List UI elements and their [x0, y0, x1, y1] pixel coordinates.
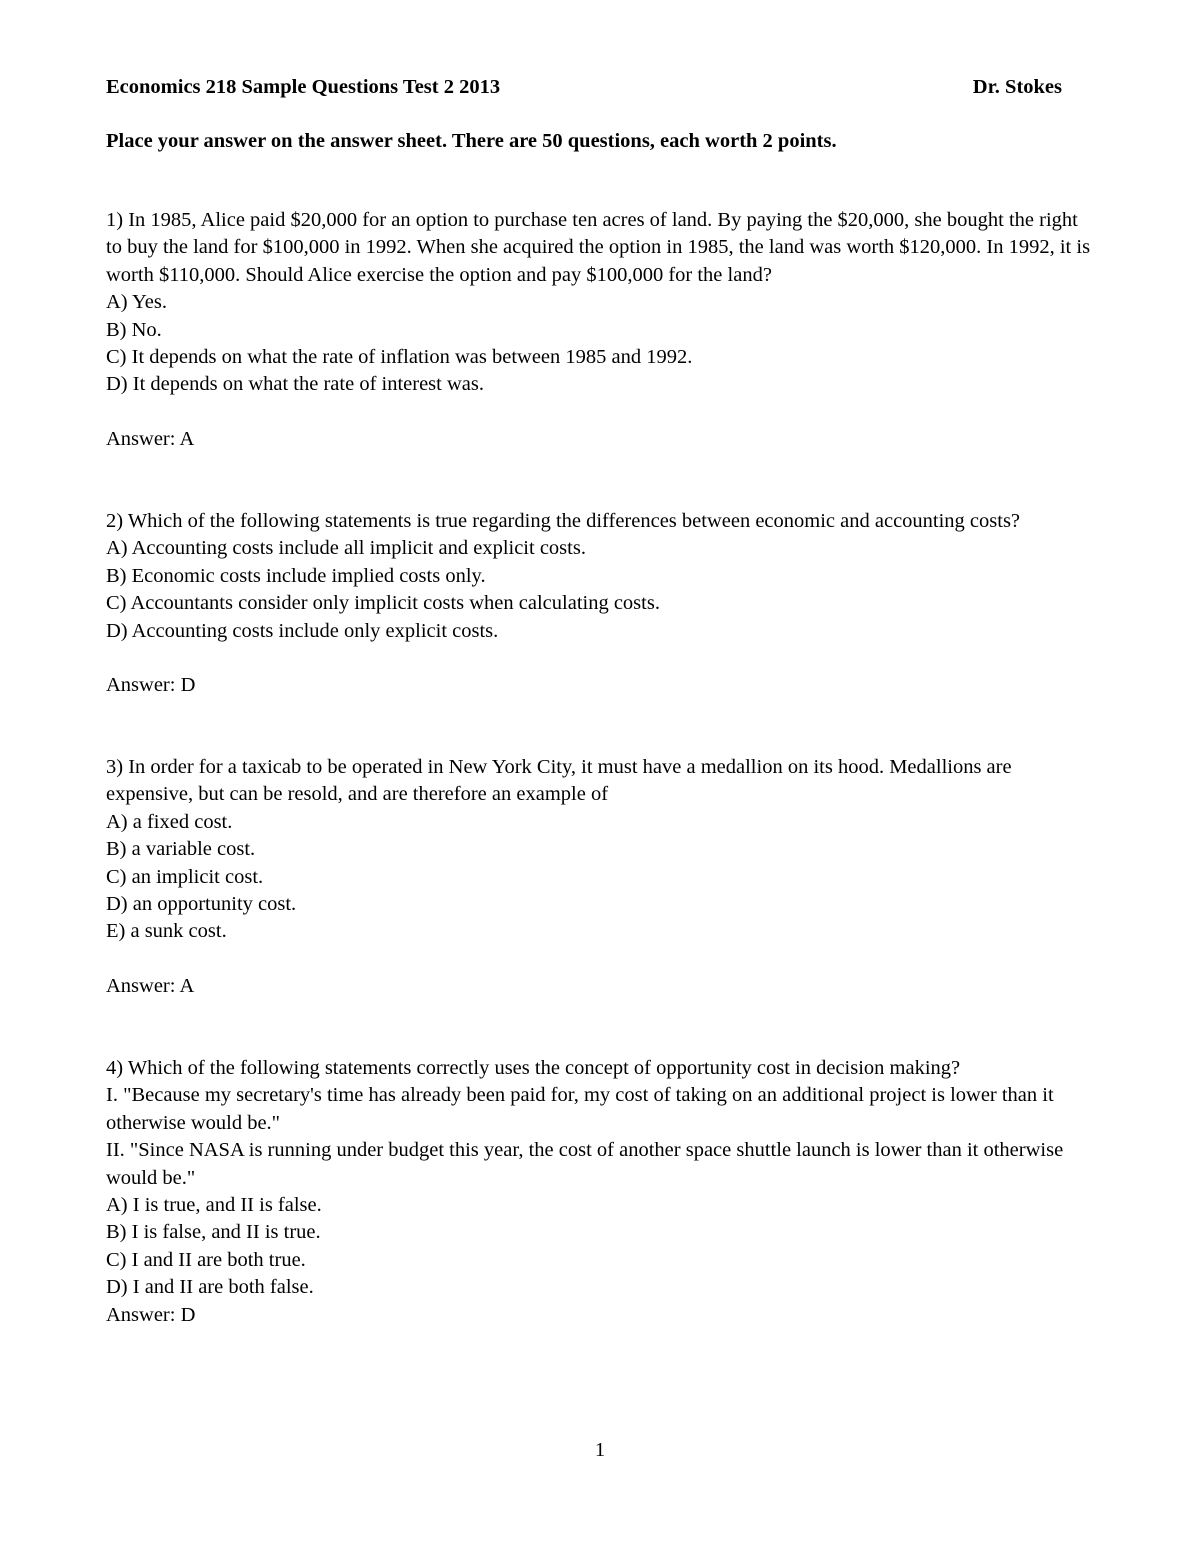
document-title: Economics 218 Sample Questions Test 2 2013 [106, 76, 501, 98]
answer-option: C) It depends on what the rate of inflation was between 1985 and 1992. [106, 346, 693, 369]
answer-key: Answer: A [106, 975, 195, 998]
answer-option: D) an opportunity cost. [106, 893, 297, 916]
answer-option: C) Accountants consider only implicit costs when calculating costs. [106, 592, 660, 615]
answer-option: A) Accounting costs include all implicit and explicit costs. [106, 537, 586, 560]
question-text: 3) In order for a taxicab to be operated in New York City, it must have a medallion on its hood. Medallions are expensive, but can be resold, and are therefore an example of [106, 756, 1012, 806]
answer-key: Answer: A [106, 428, 195, 451]
question-text: 2) Which of the following statements is true regarding the differences between economic and accounting costs? [106, 510, 1021, 532]
answer-option: B) No. [106, 318, 162, 341]
answer-option: C) an implicit cost. [106, 865, 264, 888]
page-number: 1 [594, 1439, 606, 1461]
answer-key: Answer: D [106, 674, 196, 697]
instructions: Place your answer on the answer sheet. There are 50 questions, each worth 2 points. [106, 130, 837, 152]
answer-option: D) I and II are both false. [106, 1276, 314, 1299]
answer-option: B) Economic costs include implied costs only. [106, 564, 486, 587]
question-statement: I. "Because my secretary's time has already been paid for, my cost of taking on an additional project is lower than it otherwise would be." [106, 1084, 1054, 1134]
answer-option: D) It depends on what the rate of interest was. [106, 373, 484, 396]
answer-option: B) I is false, and II is true. [106, 1221, 321, 1244]
question-4 [106, 1055, 1096, 1329]
answer-option: E) a sunk cost. [106, 920, 227, 943]
question-2 [106, 508, 1096, 700]
question-text: 4) Which of the following statements correctly uses the concept of opportunity cost in decision making? [106, 1057, 961, 1079]
question-text: 1) In 1985, Alice paid $20,000 for an option to purchase ten acres of land. By paying the $20,000, she bought the right to buy the land for $100,000 in 1992. When she acquired the option in 1985, the land was worth $120,000. In 1992, it is worth $110,000. Should Alice exercise the option and pay $100,000 for the land? [106, 209, 1091, 286]
question-1 [106, 207, 1096, 454]
answer-option: B) a variable cost. [106, 838, 256, 861]
answer-key: Answer: D [106, 1303, 196, 1326]
question-statement: II. "Since NASA is running under budget this year, the cost of another space shuttle launch is lower than it otherwise would be." [106, 1139, 1064, 1189]
answer-option: A) I is true, and II is false. [106, 1194, 322, 1217]
answer-option: D) Accounting costs include only explicit costs. [106, 619, 499, 642]
answer-option: A) Yes. [106, 291, 167, 314]
document-author: Dr. Stokes [972, 76, 1062, 98]
answer-option: C) I and II are both true. [106, 1248, 306, 1271]
answer-option: A) a fixed cost. [106, 810, 233, 833]
question-3 [106, 754, 1096, 1001]
